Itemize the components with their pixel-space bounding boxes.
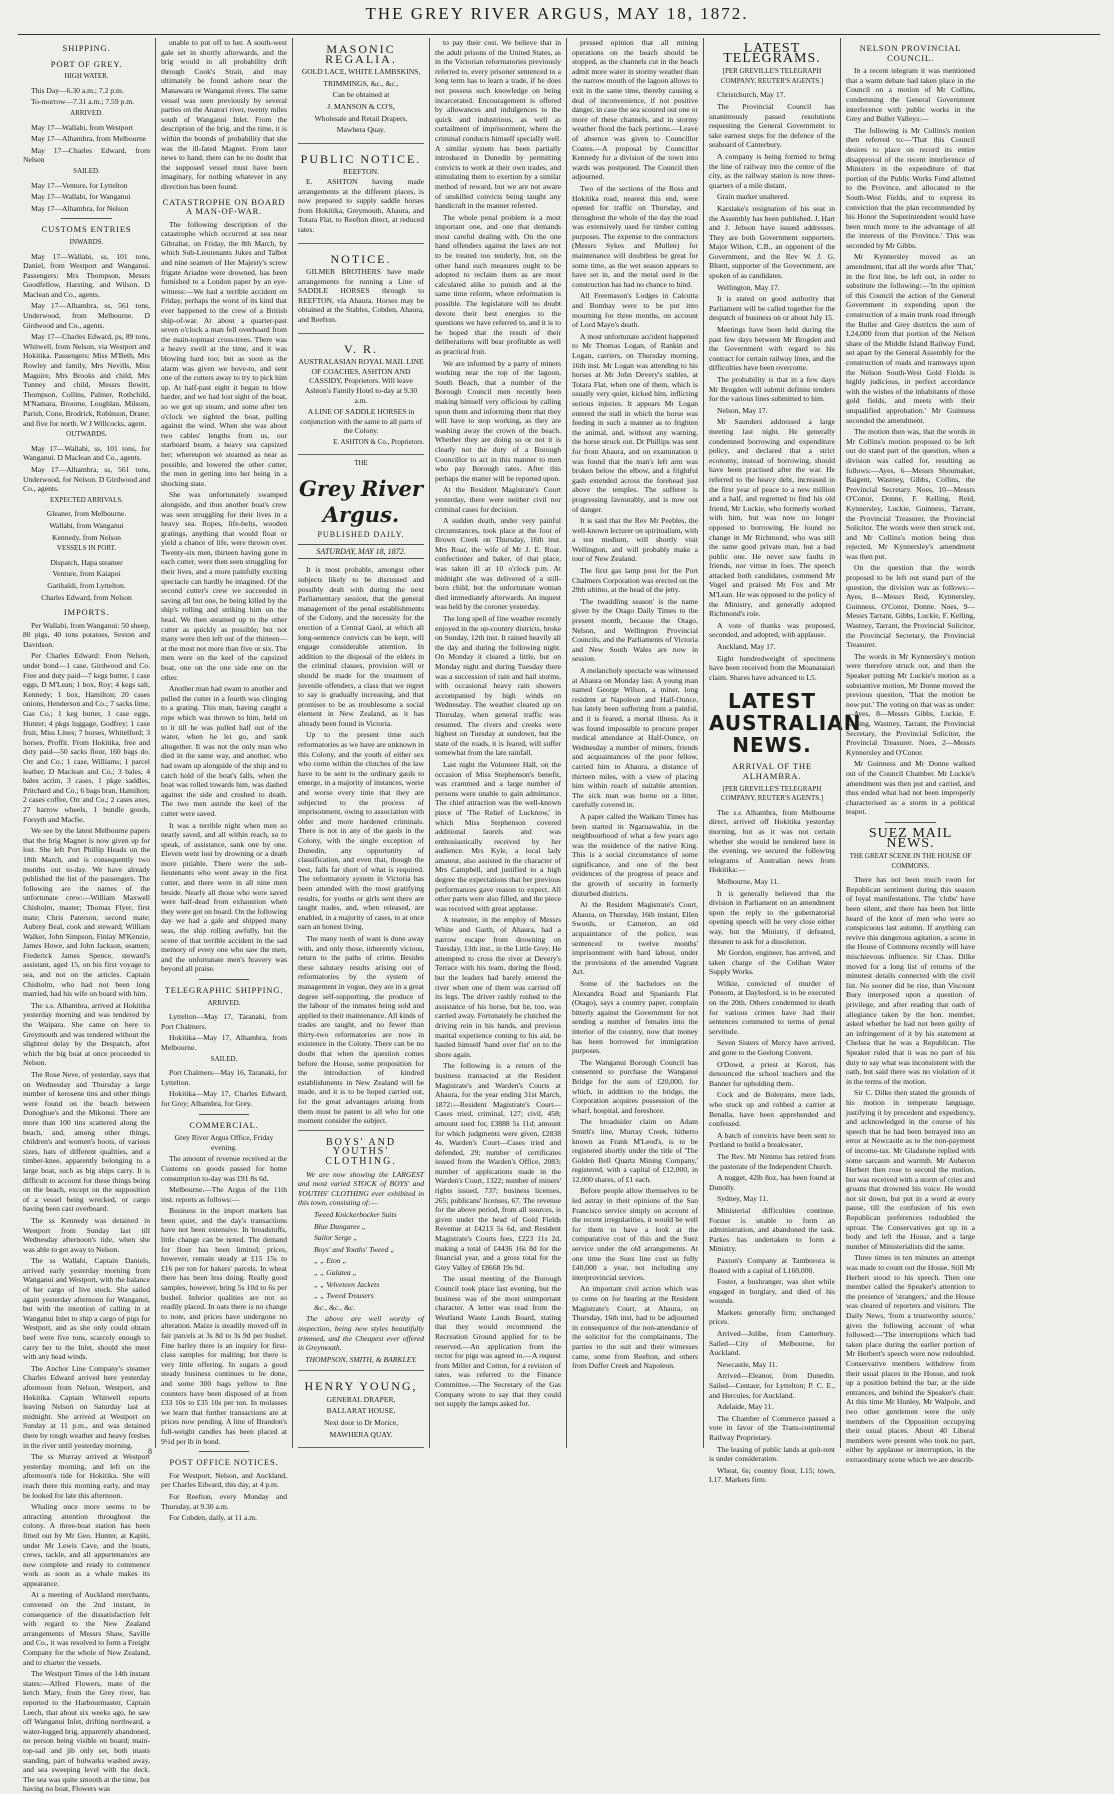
- paragraph: Last night the Volunteer Hall, on the occasion of Miss Stephenson's benefit, was crammed and a large number of persons were unable to gain admittance. The chief attraction was the well-known piece of 'The Relief of Lucknow,' in which Miss Stephenson covered additional laurels and was enthusiastically received by her audience. Mrs Kyle, a local lady amateur, also assisted in the character of Mrs Campbell, and justified to a high degree the expectations that her previous performances gave reason to expect. All other parts were also filled, and the piece was received with great applause.: [435, 759, 561, 913]
- paragraph: A vote of thanks was proposed, seconded, and adopted, with applause.: [709, 620, 835, 640]
- paragraph: Garibaldi, from Lyttelton.: [47, 580, 126, 590]
- paragraph: Melbourne.—The Argus of the 11th inst. reports as follows:—: [161, 1185, 287, 1204]
- paragraph: Karslake's resignation of his seat in the Assembly has been published. J. Hart and J. Jebson have issued addresses. They are both Government supporters. Major Wilson, C.B., an opponent of the Government, and the Rev W. J. G. Bluett, supporter of the Government, are spoken of as candidates.: [709, 203, 835, 281]
- paragraph: Some of the bachelors on the Alexandra Road and Spaniards Flat (Otago), says a country paper, complain bitterly against the Government for not sending a number of females into the interior of the country, now that money has been borrowed for immigration purposes.: [572, 979, 698, 1056]
- paragraph: Port Chalmers—May 16, Taranaki, for Lyttelton.: [161, 1068, 287, 1087]
- nameplate: Grey River Argus.: [299, 476, 423, 528]
- paragraph: May 17—Wallabi, for Wanganui: [31, 192, 131, 202]
- paragraph: Up to the present time such reformatories as we have are unknown in this Colony, and the youth of either sex who come within the clutches of the law have to be sent to the ordinary gaols to emerge, in a majority of instances, worse and worse every time that they are subjected to the process of imprisonment, owing to association with older and more hardened criminals. There is not in any of the gaols in the Colony, with the single exception of Dunedin, any opportunity of classification, and even that, though the best, falls far short of what is required. The reformatory system in Victoria has been attended with the most gratifying results, for youths or girls sent there are taught trades, and, when released, are enabled, in a majority of cases, to at once earn an honest living.: [298, 730, 424, 932]
- paragraph: We are informed by a party of miners working near the top of the lagoon, South Beach, that a number of the Borough Council men recently been making himself very officious by calling upon them and informing them that they will have to stop working, as they are washing away the crown of the beach. Whether they are doing so or not it is clearly not the duty of a Borough Councillor to act in this manner to men who pay Borough rates. After this perhaps the matter will be reported upon.: [435, 358, 561, 483]
- paragraph: May 17—Wallabi, from Westport: [31, 122, 133, 132]
- paragraph: pressed opinion that all mining operations on the beach should be stopped, as the channels cut in the beach admit more water in stormy weather than the narrow mouth of the lagoon allows to exit in the same time, thereby causing a deal of inconvenience, if not positive danger, in case the sea scoured out one or more of these channels, and in stormy weather flood the back portions.—Leave of absence was given to Councillor Coates.—A proposal by Councillor Kennedy for a division of the town into wards was postponed. The Council then adjourned.: [572, 38, 698, 182]
- paragraph: Three times in ten minutes an attempt was made to count out the House. Still Mr Herbert stood to his speech. Then one member called the Speaker's attention to the presence of 'strangers,' and the House was cleared of reporters and visitors. The Daily News, 'from a trustworthy source,' gives the following account of what followed:—'The interruptions which had taken place during the earlier portion of Mr Herbert's speech were now redoubled. Conservative members withdrew from their usual places in the House, and took up a position behind the bar, at the side entrances, and behind the Speaker's chair. At this time Mr Hunley, Mr Walpole, and two other gentlemen were the only members of the Opposition occupying their usual places. About 40 Liberal members were present who took no part, either by applause or interruption, in the extraordinary scene which we are describ-: [846, 1253, 975, 1464]
- paragraph: The probability is that in a few days Mr Brogden will submit definite tenders for the various lines submitted to him.: [709, 375, 835, 404]
- paragraph: Lyttelton—May 17, Taranaki, from Port Chalmers.: [161, 1012, 287, 1031]
- paragraph: May 17—Charles Edward, ps, 89 tons, Whitwell, from Nelson, via Westport and Hokitika. Passengers: Miss M'Beth, Mrs Rowley and family, Mrs Nevills, Miss Maguire, Mrs Brooks and child, Mrs Tunney and child, Messrs Ilewitt, Thompson, Collins, Palmer, Rothchild, M'Namara, Broome, Loughlan, Milsom, Parish, Cone, Brodrick, Robinson, Drane; and five for north. W J Willcocks, agent.: [23, 332, 150, 428]
- divider: [885, 822, 937, 823]
- paragraph: Charles Edward, from Nelson: [41, 592, 132, 602]
- notice-text: GILMER BROTHERS have made arrangements for running a Line of SADDLE HORSES through to REEFTON, via Ahaura. Horses may be obtained at the Stables, Cobden, Ahaura, and Reefton.: [298, 267, 424, 325]
- divider: [199, 1451, 249, 1452]
- catastrophe-heading: CATASTROPHE ON BOARD A MAN-OF-WAR.: [162, 196, 286, 217]
- royal-mail-ad: [298, 338, 424, 455]
- paragraph: The s.s. Alhambra, arrived at Hokitika yesterday morning and was tendered by the Waipara. She came on here to Greymouth and was tendered without the slightest delay by the Despatch, after which the big boat at once proceeded to Nelson.: [23, 1000, 150, 1068]
- paragraph: May 17—Wallabi, ss, 101 tons, Daniel, from Westport and Wanganui. Passengers: Mrs Thompson, Messrs Goodfellow, Harsting, and Wilson. D Maclean and Co., agents.: [23, 251, 150, 299]
- paragraph: Grain market unaltered.: [717, 192, 790, 202]
- paragraph: TRIMMINGS, &c., &c.,: [323, 78, 399, 88]
- telegraphic-heading: TELEGRAPHIC SHIPPING.: [164, 985, 284, 995]
- shipping-news: [23, 826, 150, 1794]
- paragraph: May 17—Alhambra, for Nelson: [31, 203, 129, 213]
- henry-title: HENRY YOUNG,: [304, 1379, 418, 1394]
- paragraph: Sydney, May 11.: [717, 1194, 769, 1204]
- paragraph: to pay their cost. We believe that in the adult prisons of the United States, as in the Victorian reformatories previously referred to, every prisoner sentenced to a long term has to learn a trade, if he does not possess such knowledge on being incarcerated. Encouragement is offered by allowances and indulgences to the quick and industrious, as well as curtailment of imprisonment, where the criminal conducts himself specially well. A similar system has been partially introduced in Dunedin by permitting convicts to work at their own trades, and stimulating them to exertion by a similar method of reward, but we are not aware of unskilled convicts being taught any handicraft in the manner referred.: [435, 38, 561, 211]
- paragraph: Adelaide, May 11.: [717, 1402, 774, 1412]
- paragraph: Blue Dungaree „: [314, 1221, 367, 1231]
- paragraph: MAWHERA QUAY.: [329, 1429, 393, 1439]
- latest-australian-news-heading: LATEST AUSTRALIAN NEWS.: [709, 689, 862, 758]
- boys-clothing-ad: [298, 1130, 424, 1371]
- paragraph: The Provincial Council has unanimously passed resolutions requesting the General Government to take earnest steps for the defence of the seaboard of Canterbury.: [709, 101, 835, 150]
- port-heading: PORT OF GREY.: [50, 58, 123, 69]
- paragraph: May 17—Alhambra, ss, 561 tons, Underwood, from Melbourne. D Girdwood and Co., agents.: [23, 301, 150, 330]
- paragraph: Cock and de Boletrans, mere lads, who stuck up and robbed a carrier at Benalla, have been apprehended and confessed.: [709, 1090, 835, 1129]
- reefton-label: REEFTON.: [343, 167, 379, 177]
- paragraph: For Cobden, daily, at 11 a.m.: [169, 1513, 258, 1523]
- paragraph: „ „ Tweed Trousers: [314, 1291, 374, 1301]
- suez-subheading: THE GREAT SCENE IN THE HOUSE OF COMMONS.: [849, 852, 972, 870]
- paragraph: Mawhera Quay.: [336, 125, 386, 135]
- henry-lines: [298, 1395, 424, 1439]
- paragraph: She was unfortunately swamped alongside, and thus another boat's crew was seen struggling for their lives in a heavy sea. Ropes, life-belts, wooden gratings, anything that would float or yield a chance of life, were thrown over. Twenty-six men, thirteen having gone in each cutter, were then seen struggling for their lives, and a more painfully exciting spectacle can hardly be imagined. Of the second cutter's crew we succeeded in saving all but one, he being killed by the ship's rolling and striking him on the head. We then steamed up to the other cutter as quickly as possible; but not many were then left out of the thirteen—at the most not more than five or six. The men were on the keel of the capsized boat, one on the one side one on the other.: [161, 490, 287, 682]
- paragraph: Gleaner, from Melbourne.: [46, 509, 127, 519]
- tide-tomorrow: To-morrow—7.31 a.m.; 7.59 p.m.: [31, 97, 135, 107]
- paragraph: Mr Guinness and Mr Donne walked out of the Council Chamber. Mr Luckie's amendment was then put and carried, and thus ended what had not been improperly characterised as a storm in a political teapot.: [846, 759, 975, 817]
- latest-telegrams-heading: LATEST TELEGRAMS.: [723, 41, 821, 66]
- vessels-list: [23, 558, 150, 602]
- paragraph: At a meeting of Auckland merchants, convened on the 2nd instant, in consequence of the dissatisfaction felt with regard to the New Zealand arrangements of Messrs Shaw, Saville and Co., it was resolved to form a Freight Company for the whole of New Zealand, and to charter the vessels.: [23, 1590, 150, 1667]
- paragraph: May 17—Charles Edward, from Nelson: [23, 145, 150, 165]
- paragraph: The motion then was, that the words in Mr Collins's motion proposed to be left out do stand part of the question, when a division was called for, resulting as follows:—Ayes, 6—Messrs Shoumaker, Baigent, Wastney, Gibbs, Collins, the Provincial Secretary. Noes, 10—Messrs O'Conor, Donne, F. Kelling, Reid, Kynnersley, Luckie, Guinness, Tarrant, the Provincial Treasurer, the Provincial Solicitor. The words were then struck out, and Mr Collins's motion being thus rejected, Mr Kynnersley's amendment was then put.: [846, 427, 975, 561]
- column-2: [155, 38, 292, 1523]
- masonic-lines: [298, 67, 424, 135]
- paragraph: „ „ Eton „: [314, 1256, 347, 1266]
- imports-text: [23, 621, 150, 824]
- ashton-signature: E. ASHTON & Co., Proprietors.: [333, 438, 424, 446]
- tele-sailed-list: [161, 1068, 287, 1108]
- outwards-heading: OUTWARDS.: [66, 430, 107, 439]
- paragraph: Boys' and Youths' Tweed „: [314, 1244, 395, 1254]
- paragraph: Per Wallabi, from Wanganui: 50 sheep, 80 pigs, 40 tons potatoes, Sexton and Davidson.: [23, 620, 150, 649]
- paragraph: At the Resident Magistrate's Court, Ahaura, on Thursday, 16th instant, Ellen Swords, or Cameron, an old acquaintance of the police, was sentenced to twelve months' imprisonment with hard labour, under the provisions of the amended Vagrant Act.: [572, 900, 698, 977]
- high-water-heading: HIGH WATER.: [64, 72, 109, 81]
- catastrophe-article: [161, 220, 287, 974]
- paragraph: The Anchor Line Company's steamer Charles Edward arrived here yesterday afternoon from Nelson, Westport, and Hokitika. Captain Whitwell reports leaving Nelson on Saturday last at midnight. She arrived at Westport on Sunday at 11 p.m., and was detained there by rough weather and heavy freshes in the river until yesterday morning.: [23, 1363, 150, 1450]
- column-3: [292, 38, 429, 1448]
- public-notice-title: PUBLIC NOTICE.: [300, 151, 422, 166]
- nelson-council-heading: NELSON PROVINCIAL COUNCIL.: [859, 43, 962, 63]
- paragraph: Mr Saunders addressed a large meeting last night. He generally condemned borrowing and expenditure policy, and declared that a strict economy, instead of borrowing, should have been practised after the war. He referred to the heavy debt, increased in the first year of peace to a new million and a half, and regretted to find his old friend, Mr Luckie, who formerly worked with him, but was now no longer opposed to borrowing. He found no change in Mr Richmond, who was still the same good private man, but a bad public one. He never saw faults in friends, nor virtue in foes. The speech attacked both candidates, commend Mr Vogel and praised Mr Fox and Mr M'Lean. He was opposed to the policy of the Ministry, and generally adopted Richmond's role.: [709, 417, 835, 619]
- paragraph: Sailor Serge „: [314, 1233, 358, 1243]
- boys-signature: THOMPSON, SMITH, & BARKLEY.: [305, 1354, 417, 1364]
- imports-heading: IMPORTS.: [63, 607, 110, 618]
- paragraph: Next door to Dr Morice,: [323, 1418, 399, 1428]
- paragraph: Wallabi, from Wanganui: [49, 520, 124, 530]
- boys-intro: We are now showing the LARGEST and most varied STOCK of BOYS' and YOUTHS' CLOTHING ever exhibited in this town, consisting of:—: [298, 1169, 424, 1208]
- dateline: SATURDAY, MAY 18, 1872.: [298, 544, 424, 560]
- paragraph: The Westport Times of the 14th instant states:—Alfred Flowers, mate of the ketch Mary, from the Grey river, has reported to the Harbourmaster, Captain Leech, that about six weeks ago, he saw off Wanganui Inlet, drifting northward, a water-logged brig, apparently abandoned, no person being visible on board; main-top-sail and jib only set, both masts standing, part of bulwarks washed away, and sea sweeping level with the deck. The sea was quite smooth at the time, but having no boat, Flowers was: [23, 1669, 150, 1794]
- telegrams-text: [709, 90, 835, 682]
- paragraph: Dispatch, Hapa steamer: [50, 557, 123, 567]
- paragraph: It is most probable, amongst other subjects likely to be discussed and possibly dealt with during the next Parliamentary session, that the general management of the penal establishments of the Colony, and the necessity for the erection of a Central Gaol, at which all long-sentence convicts can be kept, will engage considerable attention. In addition to the disposal of the elders in the criminal classes, provision will or should be made for the treatment of juvenile offenders, a class that we regret to say is gradually increasing, and that promises to be as troublesome a social element in New Zealand, as it has already been found in Victoria.: [298, 565, 424, 728]
- paragraph: unable to put off to her. A south-west gale set in shortly afterwards, and the brig would in all probability drift through Cook's Strait, and may ultimately be found ashore near the Manawatu or Wanganui rivers. The same vessel was seen previously by several parties on the Anatori river, twenty miles south of Wanganui Inlet. From the description of the brig, and the time, it is within the bounds of probability that she was the ill-fated Magnet. From later news to hand, there can be no doubt that the supposed vessel must have been imaginary, for nothing whatever in any direction has been found.: [161, 38, 287, 191]
- paragraph: Wilkie, convicted of murder of Ponsom, at Daylesford, is to be executed on the 20th. Others condemned to death for various crimes have had their sentences commuted to terms of penal servitude.: [709, 978, 835, 1036]
- editorial: [298, 565, 424, 1125]
- column-5: [566, 38, 703, 1448]
- alhambra-subheading: [PER GREVILLE'S TELEGRAPH COMPANY, REUTER'S AGENTS.]: [720, 784, 824, 803]
- telegrams-subheading: [PER GREVILLE'S TELEGRAPH COMPANY, REUTER'S AGENTS.]: [720, 67, 824, 85]
- public-notice-text: E. ASHTON having made arrangements at the different places, is now prepared to supply saddle horses from Hokitika, Greymouth, Ahaura, and Totara Flat, to Reefton direct, at reduced rates.: [298, 176, 424, 234]
- column-7: [840, 38, 980, 1464]
- paragraph: Tweed Knickerbocker Suits: [314, 1209, 397, 1219]
- tele-arrived-list: [161, 1012, 287, 1052]
- tele-sailed-heading: SAILED.: [210, 1054, 238, 1063]
- masonic-title: MASONIC REGALIA.: [325, 42, 397, 66]
- paragraph: Auckland, May 17.: [717, 642, 776, 652]
- paragraph: „ „ Velveteen Jackets: [314, 1279, 380, 1289]
- expected-list: [23, 509, 150, 542]
- paragraph: The ss Kennedy was detained in Westport from Sunday last till Wednesday afternoon's tide, when she was able to get away to Nelson.: [23, 1215, 150, 1254]
- paragraph: &c., &c., &c.: [314, 1302, 356, 1312]
- alhambra-heading: ARRIVAL OF THE ALHAMBRA.: [732, 761, 812, 781]
- vr-mark: V. R.: [343, 341, 379, 356]
- arrived-list: [23, 123, 150, 165]
- paragraph: Wellington, May 17.: [717, 282, 780, 292]
- paragraph: A melancholy spectacle was witnessed at Ahaura on Monday last. A young man named George Wilson, a miner, long resident at Napoleon and Half-Ounce, has lately been suffering from a painful, and it is feared, a mortal illness. As it was found impossible to procure proper medical attendance at Half-Ounce, on Wednesday a number of miners, friends and acquaintances of the poor fellow, carried him to Ahaura, a distance of thirteen miles, with a view of placing him within reach of suitable attention. The sick man was borne on a litter, carefully covered in.: [572, 666, 698, 810]
- paragraph: An important civil action which was to come on for hearing at the Resident Magistrate's Court, at Ahaura, on Thursday, 16th inst, had to be adjourned in consequence of the non-attendance of the solicitor for the complainants. The parties to the suit and their witnesses came, some from Reefton, and others from Duffer Creek and Napoleon.: [572, 1284, 698, 1371]
- paragraph: Sir C. Dilke then stated the grounds of his motion in temperate language, justifying it by precedent and expediency, and acknowledged in the course of his speech that he had been betrayed into an error at Newcastle as to the non-payment of income-tax. Mr Gladstone replied with some sarcasm and warmth. Mr Auberon Herbert then rose to second the motion, but was received with a storm of cries and groans that drowned his voice. He would not sit down, but put in a word at every pause, till the confusion of his own Republican preferences redoubled the uproar. The Conservatives got up in a body and left the House, and a large number of Ministerialists did the same.: [846, 1088, 975, 1251]
- paragraph: The first gas lamp post for the Port Chalmers Corporation was erected on the 29th ultimo, at the head of the jetty.: [572, 566, 698, 595]
- paragraph: A batch of convicts have been sent to Portland to build a breakwater.: [709, 1130, 835, 1150]
- paragraph: It is stated on good authority that Parliament will be called together for the despatch of business on or about July 15.: [709, 294, 835, 323]
- boys-title: BOYS' AND YOUTHS' CLOTHING.: [325, 1136, 397, 1167]
- paragraph: It is said that the Rev Mr Peebles, the well-known lecturer on spiritualism, with a test medium, will shortly visit Wellington, and will probably make a tour of New Zealand.: [572, 516, 698, 564]
- boys-outro: The above are well worthy of inspection, being new styles beautifully trimmed, and the Cheapest ever offered in Greymouth.: [298, 1314, 424, 1353]
- paragraph: Can be obtained at: [332, 90, 390, 100]
- shipping-news-continued: [161, 38, 287, 192]
- paragraph: The following is Mr Collins's motion then referred to:—'That this Council desires to place on record its entire disapproval of the recent interference of Ministers in the expenditure of that portion of the Public Works Fund allotted to the Province, and allocated to the South-West Fields, and to express its conviction that the plan recommended by his Honor the Superintendent would have been much more to the advantage of all the interests of the Province.' This was seconded by Mr Gibbs.: [846, 125, 975, 250]
- paragraph: It is generally believed that the division in Parliament on an amendment upon the reply to the gubernatorial opening speech will be very close either way, but the Ministry, if defeated, threaten to ask for a dissolution.: [709, 888, 835, 946]
- columns: [18, 38, 1100, 1794]
- paragraph: The whole penal problem is a most important one, and one that demands most careful dealing with. On the one hand offenders against the laws are not to be treated too tenderly, but, on the other hand such measures ought to be adopted to reclaim them as are most calculated alike to punish and at the same time reform, where reformation is possible. The legislature will no doubt devote their best energies to the questions we have referred to, and it is to be hoped that the result of their deliberations will bear profitable as well as practical fruit.: [435, 212, 561, 356]
- paragraph: A paper called the Waikato Times has been started in Ngaruawahia, in the neighbourhood of what a few years ago was the residence of the native King. This is a social circumstance of some significance, and one of the best evidences of the progress of peace and the growth of security in formerly disturbed districts.: [572, 811, 698, 898]
- paragraph: May 17—Alhambra, ss, 561 tons, Underwood, for Nelson. D Girdwood and Co., agents.: [23, 464, 150, 494]
- paragraph: Mr Kynnersley moved as an amendment, that all the words after 'That,' in the first line, be left out, in order to substitute the following:—'In the opinion of this Council the action of the General Government in expending upon the construction of a main trunk road through the Buller and Grey districts the sum of L24,000 from that portion of the Nelson share of the Middle Island Railway Fund, set apart by the General Assembly for the construction of roads and tramways upon the Nelson South-West Gold Fields is highly judicious, in perfect accordance with the wishes of the inhabitants of those gold fields, and meets with their unqualified approbation.' Mr Guinness seconded the amendment.: [846, 252, 975, 425]
- paragraph: A nugget, 42lb 8oz, has been found at Dunolly.: [709, 1173, 835, 1192]
- paragraph: The Rev. Mr Nimmo has retired from the pastorate of the Independent Church.: [709, 1151, 835, 1171]
- notice-ad: [298, 248, 424, 334]
- nelson-council-text: [846, 66, 975, 817]
- paragraph: The many tooth of want is done away with, and only those, inherently vicious, return to the paths of crime. Besides these salutary results arising out of reformatories by the system of management in vogue, they are in a great degree self-supporting, the produce of the labour of the inmates being sold and applied to their maintenance. All kinds of trades are taught, and no fewer than thirty-two reformatories are now in existence in the Colony. There can be no doubt that when the question comes before the House, some proposition for the introduction of kindred establishments in New Zealand will be made, and it is to be hoped carried out, for the great advantages arising from them must be patent to all who for one moment consider the subject.: [298, 933, 424, 1126]
- shipping-heading: SHIPPING.: [62, 43, 111, 53]
- paragraph: A sudden death, under very painful circumstances, took place at the foot of Brown Creek on Thursday, 16th inst. Mrs Roar, the wife of Mr J. E. Roar, confectioner and baker, of that place, was taken ill at 10 o'clock p.m. At midnight she was delivered of a still-born child, but the unfortunate woman died immediately afterwards. An inquest was held by the coroner yesterday.: [435, 516, 561, 612]
- paragraph: May 17—Venture, for Lyttelton: [31, 180, 128, 190]
- paragraph: Foster, a bushranger, was shot while engaged in burglary, and died of his wounds.: [709, 1277, 835, 1306]
- paragraph: The following is a return of the business transacted at the Resident Magistrate's and Warden's Courts at Ahaura, for the year ending 31st March, 1872:—Resident Magistrate's Court—Cases tried, criminal, 127; civil, 458; amount sued for, £3888 5s 11d; amount for which judgments were given, £2838 4s. Warden's Court—Cases tried and defended, 29; number of certificates issued from the Warden's Office, 2083; number of applications made in the Warden's Court, 1322; number of miners' rights issued, 737; business licenses, 265; publicans' licenses, 67. The revenue for the above period, from all sources, is given under the head of Gold Fields Revenue at £4213 5s 6d, and Resident Magistrate's Courts fees, £223 11s 2d, making a total of £4436 16s 8d for the financial year, and a gross total for the Grey Valley of £8668 19s 9d.: [435, 1061, 561, 1272]
- paragraph: For Reefton, every Monday and Thursday, at 9.30 a.m.: [161, 1491, 287, 1511]
- paragraph: At the Resident Magistrate's Court yesterday, there were neither civil nor criminal cases for decision.: [435, 485, 561, 514]
- paragraph: The broadsider claim on Adam Smith's line, Murray Creek, hitherto known as Frank M'Leod's, is to be registered shortly under the title of 'The Golden Bell Quartz Mining Company,' registered, with a capital of £12,000, in 12,000 shares, of £1 each.: [572, 1117, 698, 1184]
- royal-mail-text: AUSTRALASIAN ROYAL MAIL LINE OF COACHES, ASHTON AND CASSIDY, Proprietors. Will leave Ashton's Family Hotel to-day at 9.30 a.m.: [298, 357, 424, 405]
- paragraph: Per Charles Edward: From Nelson, under bond—1 case, Girdwood and Co. Free and duty paid—7 kegs butter, 1 case eggs, D M'Lean; 1 box, Roy; 4 kegs salt, Kennedy; 1 box, Hamilton; 20 cases onions, Henderson and Co.; 7 sacks lime, Gas Co.; 1 keg butter, 1 case eggs, Hunter; 4 pkgs luggage, Godfrey; 1 case fruit, Miss Lines; 7 horses, Whitelford; 3 horses, Proffit. From Hokitika, free and duty paid—50 sacks flour, 160 bags do. Orr and Co.; 1 case, Williams; 1 parcel leather, D Maclean and Co.; 3 bales, 4 bales acrim, 3 cases, 1 pkge saddles, Pritchard and Co.; 6 bags bran, Hamilton; 2 cases coffee, Orr and Co.; 2 cases axes, 27 barrow wheels, 1 bundle goods, Forsyth and Macfie.: [23, 651, 150, 824]
- customs-outwards: [23, 444, 150, 494]
- paragraph: Business in the import markets has been quiet, and the day's transactions have not been extensive. In breadstuffs, little change can be noted. The demand for flour has been limited; prices, however, remain steady at £15 15s to £16 per ton for bakers' parcels. In wheat there has been less doing. Really good samples, however, bring 5s 10d to 6s per bushel. Inferior qualities are not so readily placed. In oats there is no change to note, and prices have undergone no alteration. Maize is steadily moved off in fair parcels at 3s 8d to 3s 9d per bushel. Fine barley there is an inquiry for first-class samples for malting; but there is very little offering. In sugars a good steady business continues to be done, and some 300 bags yellow to fine counters have been disposed of at from £33 10s to £35 10s per ton. In molasses we learn that further transactions are at prices now pending. A line of Brandon's full-weight candles has been placed at 9½d per lb in bond.: [161, 1206, 287, 1446]
- page-header: THE GREY RIVER ARGUS, MAY 18, 1872.: [365, 4, 749, 23]
- header-rule: [18, 34, 1100, 35]
- divider: [199, 979, 249, 980]
- paragraph: We see by the latest Melbourne papers that the brig Magnet is now given up for lost. She left Port Phillip Heads on the 18th March, and is consequently two months out to-day. We have already published the list of the passengers. The following are the names of the unfortunate crew:—William Maxwell Chisholm, master; Thomas Flyer, first mate; Chris Paterson, second mate; Aubrey Beal, cook and steward; William Walker, John Simpson, Finlay M'Kenzie, James Howe, and John Jackson, seamen; Frederick James Spence, steward's assistant, aged 15, on his first voyage to sea, and not on the articles. Captain Chisholm, who had not been long married, had his wife on board with him.: [23, 826, 150, 999]
- published-daily: PUBLISHED DAILY.: [317, 530, 405, 540]
- customs-heading: CUSTOMS ENTRIES: [41, 224, 132, 235]
- paragraph: Kennedy, from Nelson: [52, 532, 121, 542]
- divider: [61, 218, 112, 219]
- paragraph: O'Dowd, a priest at Koroit, has denounced the school teachers and the Banner for upholding them.: [709, 1059, 835, 1088]
- paragraph: Wholesale and Retail Drapers,: [314, 113, 408, 123]
- paragraph: Venture, from Kaiapoi: [52, 569, 121, 579]
- paragraph: May 17—Alhambra, from Melbourne: [31, 134, 147, 144]
- paragraph: A teamster, in the employ of Messrs White and Garth, of Ahaura, had a narrow escape from drowning on Tuesday, 13th inst., in the Little Grey. He attempted to cross the river at Devery's Terrace with his team, during the flood, but the leaders had barely entered the river when one of them was carried off its legs. The driver rashly rushed to the assistance of his horse, but he, too, was carried away. Fortunately he clutched the driving rein in his hands, and previous marital experience coming to his aid, he hauled himself 'hand over fist' on to the shore again.: [435, 915, 561, 1059]
- paragraph: For Westport, Nelson, and Auckland, per Charles Edward, this day, at 4 p.m.: [161, 1470, 287, 1490]
- customs-inwards: [23, 252, 150, 429]
- column-1: [18, 38, 155, 1794]
- paragraph: May 17—Wallabi, ss, 101 tons, for Wanganui. D Maclean and Co., agents.: [23, 443, 150, 463]
- paragraph: BALLARAT HOUSE,: [326, 1406, 396, 1416]
- paragraph: Hokitika—May 17, Charles Edward, for Grey; Alhambra, for Grey.: [161, 1089, 287, 1108]
- paragraph: The ss Wallabi, Captain Daniels, arrived early yesterday morning from Wanganui and Westport, with the balance of her cargo of live stock. She sailed again yesterday afternoon for Wanganui, but with the intention of calling in at Wanganui Inlet to ship a cargo of pigs for Westport, and as she only could obtain beef were five tons, scarcely enough to carry her to the Inlet, should she meet with any head winds.: [23, 1256, 150, 1362]
- paragraph: The long spell of fine weather recently enjoyed in the up-country districts, broke on Sunday, 12th inst. It rained heavily all the day and during the following night. On Monday it cleared a little, but on Monday night and during Tuesday there was a succession of rain and hail storms, with occasional heavy rain showers accompanied by high winds on Wednesday. The weather cleared up on Thursday, when general traffic was resumed. The rivers and creeks were highest on Tuesday at sundown, but the state of the roads, it is feared, will suffer somewhat from the late rainfall.: [435, 614, 561, 758]
- paragraph: There has not been much room for Republican sentiment during this season of loyal manifestations. The 'clubs' have been silent, and there has been but little heard of the knot of men who were so conspicuous last autumn. If anything can revive this dangerous agitation, a scene in the House of Commons recently will have mischievous influence. Sir Chas. Dilke moved for a long list of returns of the minutest details connected with the civil list. No sooner did he rise, than Viscount Bury interposed upon a question of privilege, and after reading that oath of allegiance taken by the hon. member, asked whether he had not been guilty of an infringement of it by his statement at Chelsea that he was a Republican. The Speaker ruled that it was no part of his duty to say what was inconsistent with the oath, but said there was no violation of it in the terms of the motion.: [846, 875, 975, 1086]
- paragraph: The amount of revenue received at the Customs on goods passed for home consumption to-day was £91 8s 6d.: [161, 1154, 287, 1183]
- paragraph: Arrived—Eleanor, from Dunedin. Sailed—Centaur, for Lyttelton; P. C. E., and Hercules, for Auckland.: [709, 1371, 835, 1400]
- paragraph: Paxton's Company at Tamborora is floated with a capital of L160,000.: [709, 1255, 835, 1275]
- paragraph: In a recent telegram it was mentioned that a warm debate had taken place in the Council on a motion of Mr Collins, condemning the General Government interference with public works in the Grey and Buller Valleys:—: [846, 66, 975, 124]
- paragraph: Eight hundredweight of specimens have been received from the Moanataiari claim. Shares have advanced to L5.: [709, 653, 835, 682]
- inwards-heading: INWARDS.: [69, 237, 104, 246]
- paragraph: Two of the sections of the Ross and Hokitika road, nearest this end, were opened for traffic on Thursday, and throughout the whole of the day the road was extensively used for timber cutting purposes. The expense to the contractors (Messrs Sykes and Mullen) for maintenance will doubtless be great for some time, as the wet season appears to have set in, and the metal used in the construction has had no chance to bind.: [572, 183, 698, 289]
- henry-young-ad: [298, 1375, 424, 1448]
- suez-mail-text: [846, 875, 975, 1464]
- sailed-heading: SAILED.: [73, 166, 100, 175]
- notice-title: NOTICE.: [330, 251, 392, 266]
- saddle-line: A LINE OF SADDLE HORSES in conjunction with the same to all parts of the Colony.: [299, 407, 423, 436]
- paragraph: Before people allow themselves to be led astray in their opinions of the San Francisco service simply on account of the recent irregularities, it would be well for them to have a look at the comparative cost of this and the Suez service under the old arrangements. At one time the Suez line cost us fully £40,000 a year, not including any interprovincial services.: [572, 1186, 698, 1282]
- commercial-office: Grey River Argus Office, Friday evening.: [174, 1133, 274, 1152]
- vessels-heading: VESSELS IN PORT.: [56, 544, 117, 553]
- paragraph: Mr Gordon, engineer, has arrived, and taken charge of the Coliban Water Supply Works.: [709, 948, 835, 977]
- paragraph: J. MANSON & CO'S,: [327, 101, 395, 111]
- post-office-notices: [161, 1471, 287, 1523]
- paragraph: 'The twaddling season' is the name given by the Otago Daily Times to the present month, because the Otago, Nelson, and Wellington Provincial Councils, and the Parliaments of Victoria and New South Wales are now in session.: [572, 596, 698, 664]
- paragraph: The s.s Alhambra, from Melbourne direct, arrived off Hokitika yesterday morning, but as it was not certain whether she would be tendered here in the evening, we secured the following telegrams of Australian news from Hokitika:—: [709, 807, 835, 875]
- paragraph: GENERAL DRAPER,: [326, 1394, 396, 1404]
- commercial-article: [161, 1154, 287, 1446]
- paragraph: Markets generally firm; unchanged prices.: [709, 1307, 835, 1327]
- paragraph: Newcastle, May 11.: [717, 1359, 778, 1369]
- arrived-heading: ARRIVED.: [70, 108, 103, 117]
- paragraph: The Rose Neve, of yesterday, says that on Wednesday and Thursday a large number of kerosene tins and other things were found on the beach between Donoghue's and the Mikonui. There are more than 100 tins scattered along the beach, and, among other things, children's and women's boots, of various sizes, hats of different qualities, and a timber-knee, apparently belonging to a large boat, such as big ships carry. It is difficult to account for these things being on the beach, except on the supposition of a vessel being wrecked, or cargo having been cast overboard.: [23, 1070, 150, 1214]
- commercial-heading: COMMERCIAL.: [189, 1119, 259, 1130]
- paragraph: Meetings have been held during the past few days between Mr Brogden and the Government with regard to his contract for certain railway lines, and the difficulties have been overcome.: [709, 325, 835, 373]
- paragraph: GOLD LACE, WHITE LAMBSKINS,: [301, 67, 421, 77]
- paragraph: Seven Sisters of Mercy have arrived, and gone to the Geelong Convent.: [709, 1038, 835, 1058]
- tele-arrived-heading: ARRIVED.: [207, 998, 241, 1007]
- paragraph: Nelson, May 17.: [717, 405, 768, 415]
- paragraph: The leasing of public lands at quit-rent is under consideration.: [709, 1444, 835, 1464]
- paragraph: A most unfortunate accident happened to Mr Thomas Logan, of Rankin and Logan, carriers, on Thursday morning, 16th inst. Mr Logan was attending to his horses at Mr John Devery's stables, at Totara Flat, when one of them, which is usually very quiet, kicked him, inflicting serious injuries. It appears Mr Logan entered the stall in which the horse was feeding in such a manner as to frighten the animal, and, without any warning, the horse struck out. Dr Phillips was sent for from Ahaura, and on examination it was found that the man's left arm was broken below the elbow, and a frightful gash extended across the forehead just above the temples. The sufferer is progressing favourably, and is now out of danger.: [572, 331, 698, 514]
- page-mark: 8: [148, 1447, 152, 1456]
- paragraph: Whaling once more seems to be attracting attention throughout the colony. A three-boat station has been fitted out by Mr Geo. Hunter, at Kapiti, under Mr Lewis Cave, and the boats, crews, tackle, and all appurtenances are now complete and ready to commence work as soon as a whale makes its appearance.: [23, 1502, 150, 1588]
- paragraph: The following description of the catastrophe which occurred at sea near Gibraltar, on Friday, the 8th March, by which Sub-Lieutenants Jukes and Talbot and nine seamen of Her Majesty's screw frigate Ariadne were drowned, has been furnished to a London paper by an eye-witness:—We had a terrible accident on Friday, perhaps the worst of its kind that ever happened to the crew of a British ship-of-war. At about a quarter-past seven o'clock a man fell overboard from the main-topmast cross-trees. There was a heavy swell at the time, and it was blowing hard too; but as soon as the alarm was given we hove-to, and sent one of the cutters away to try to pick him up. At half-past eight it began to blow harder, and we had lost sight of the boat, so we got up steam, and some after ten o'clock we sighted the boat, pulling against the wind. When she was about two cables' lengths from us, our starboard beam, a heavy sea capsized her; whereupon we steamed as near as possible, and lowered the other cutter, the men in getting into her being in a shocking state.: [161, 219, 287, 488]
- paragraph: A company is being formed to bring the line of railway into the centre of the city, as the railway station is now three-quarters of a mile distant.: [709, 151, 835, 190]
- paragraph: On the question that the words proposed to be left out stand part of the question, the division was as follows:—Ayes, 8—Messrs Reid, Kynnersley, Guinness, O'Conor, Donne. Noes, 9—Messrs Tarrant, Gibbs, Luckie, F. Kelling, Wastney, Tarrant, the Provincial Solicitor, the Provincial Secretary, the Provincial Treasurer.: [846, 563, 975, 650]
- paragraph: The Wanganui Borough Council has consented to purchase the Wanganui Bridge for the sum of £20,000, for which, in addition to the bridge, the Corporation acquires possession of the wharf, hospital, and foreshore.: [572, 1057, 698, 1115]
- australian-news-text: [709, 808, 835, 1485]
- column-6: [703, 38, 862, 1485]
- paragraph: The ss Murray arrived at Westport yesterday morning, and left on the afternoon's tide for Hokitika. She will reach there this morning early, and may be looked for late this afternoon.: [23, 1452, 150, 1500]
- paragraph: The usual meeting of the Borough Council took place last evening, but the business was of the most unimportant character. A letter was read from the Westland Waste Lands Board, stating that they would recommend the Recreation Ground applied for to be reserved.—An application from the rector for pigs was agreed to.—A request from Miller and Cotton, for a revision of rates, was referred to the Finance Committee.—The Secretary of the Gas Company wrote to say that they could not supply the lamps asked for.: [435, 1274, 561, 1409]
- post-office-heading: POST OFFICE NOTICES.: [169, 1457, 279, 1468]
- local-news-continued: [572, 38, 698, 1371]
- local-news: [435, 38, 561, 1409]
- sailed-list: [23, 181, 150, 214]
- paragraph: The words in Mr Kynnersley's motion were therefore struck out, and then the Speaker putting Mr Luckie's motion as a substantive motion, Mr Donne moved the previous question, 'That the motion be now put.' The voting on that was as under:—Ayes, 8—Messrs Gibbs, Luckie, F. Kelling, Wastney, Tarrant, the Provincial Secretary, the Provincial Solicitor, the Provincial Treasurer. Noes, 2—Messrs Kynnersley and O'Conor.: [846, 651, 975, 757]
- paragraph: All Freemason's Lodges in Calcutta and Bombay were to be put into mourning for three months, on account of Lord Mayo's death.: [572, 291, 698, 330]
- paragraph: The Chamber of Commerce passed a vote in favor of the Trans-continental Railway Proprietary.: [709, 1413, 835, 1442]
- paragraph: Ministerial difficulties continue. Forster is unable to form an administration, and abandoned the task. Parkes has undertaken to form a Ministry.: [709, 1205, 835, 1254]
- paragraph: It was a terrible night when men so nearly saved, and all within reach, so to speak, of assistance, sank one by one. Eleven went lost by drowning or a death more pitiable. There were the sub-lieutenants who went away in the first cutter, and there were in all nine men beside. Nearly all those who were saved were half-dead from exhaustion when they were got on board. On the following day we had a gale and shipped many seas, the ship rolling awfully, but the scene of that terrible accident in the sad memory of every one who saw the men, and the unfortunate men's bravery was beyond all praise.: [161, 820, 287, 974]
- paragraph: Arrived—Jolibe, from Canterbury. Sailed—City of Melbourne, for Auckland.: [709, 1329, 835, 1358]
- divider: [199, 1114, 249, 1115]
- tide-today: This Day—6.30 a.m.; 7.2 p.m.: [31, 85, 124, 95]
- paragraph: Hokitika—May 17, Alhambra, from Melbourne.: [161, 1033, 287, 1052]
- paragraph: Another man had swam to another and pulled the cutter in a fourth was clinging to a grating. This man, having caught a rope which was thrown to him, held on to it till he was pulled half out of the water, when he let go, and sank altogether. It was not the only man who died in the same way, and another, who had swam up alongside of the ship and to catch hold of the boat's falls, when the boat was rolled towards him, was dashed against the side and crushed to death. The two men astride the keel of the cutter were saved.: [161, 684, 287, 818]
- paragraph: Melbourne, May 11.: [717, 876, 780, 886]
- public-notice-ad: [298, 148, 424, 244]
- masonic-regalia-ad: [298, 38, 424, 144]
- the-label: THE: [354, 458, 368, 467]
- suez-mail-heading: SUEZ MAIL NEWS.: [868, 825, 953, 851]
- paragraph: „ „ Galatea „: [314, 1267, 357, 1277]
- boys-items: [298, 1210, 424, 1312]
- paragraph: Christchurch, May 17.: [717, 90, 786, 100]
- expected-heading: EXPECTED ARRIVALS.: [50, 495, 123, 504]
- column-4: [429, 38, 566, 1448]
- paragraph: Wheat, 6s; country flour, L15; town, L17. Markets firm.: [709, 1465, 835, 1485]
